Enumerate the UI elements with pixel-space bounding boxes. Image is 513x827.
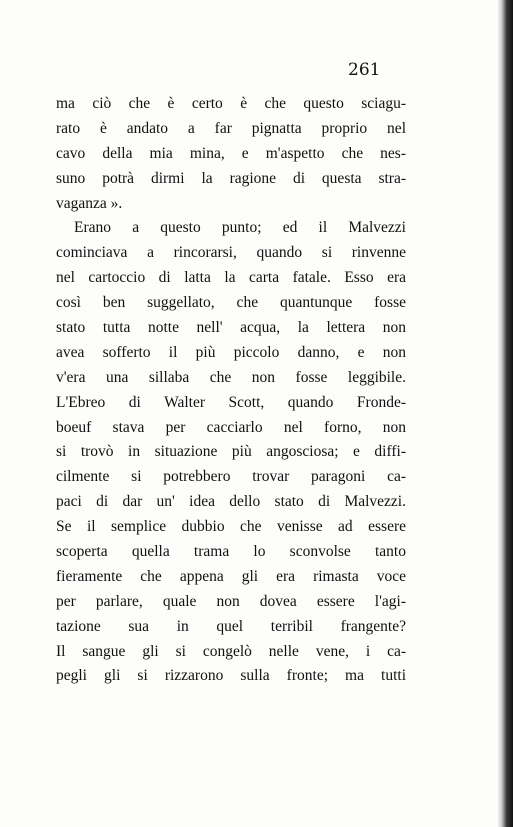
text-line: pegli gli si rizzarono sulla fronte; ma tutti [56,667,406,685]
text-line: si trovò in situazione più angosciosa; e diffi- [56,443,406,461]
text-line: vaganza ». [56,194,123,212]
text-line: nel cartoccio di latta la carta fatale. Esso era [56,269,406,287]
text-line: scoperta quella trama lo sconvolse tanto [56,543,406,561]
text-line: tazione sua in quel terribil frangente? [56,617,406,635]
text-line: ma ciò che è certo è che questo sciagu- [56,95,406,112]
text-line: Erano a questo punto; ed il Malvezzi [74,219,406,237]
text-line: Se il semplice dubbio che venisse ad essere [56,518,406,536]
text-line: cominciava a rincorarsi, quando si rinvenne [56,244,406,262]
text-line: così ben suggellato, che quantunque fosse [56,294,406,312]
text-line: avea sofferto il più piccolo danno, e non [56,343,406,361]
page-number: 261 [348,60,381,80]
text-line: fieramente che appena gli era rimasta voce [56,567,406,585]
text-line: suno potrà dirmi la ragione di questa stra- [56,169,406,187]
text-line: stato tutta notte nell' acqua, la lettera non [56,319,406,337]
text-line: v'era una sillaba che non fosse leggibile. [56,368,406,386]
text-line: boeuf stava per cacciarlo nel forno, non [56,418,406,436]
text-line: rato è andato a far pignatta proprio nel [56,119,406,137]
text-line: L'Ebreo di Walter Scott, quando Fronde- [56,393,406,411]
text-line: Il sangue gli si congelò nelle vene, i ca- [56,642,406,660]
text-line: cavo della mia mina, e m'aspetto che nes- [56,144,406,162]
text-line: cilmente si potrebbero trovar paragoni ca- [56,468,406,486]
text-line: paci di dar un' idea dello stato di Malvezzi. [56,493,406,511]
scan-border-right [497,0,513,827]
body-text [56,92,406,689]
text-line: per parlare, quale non dovea essere l'agi- [56,592,406,610]
